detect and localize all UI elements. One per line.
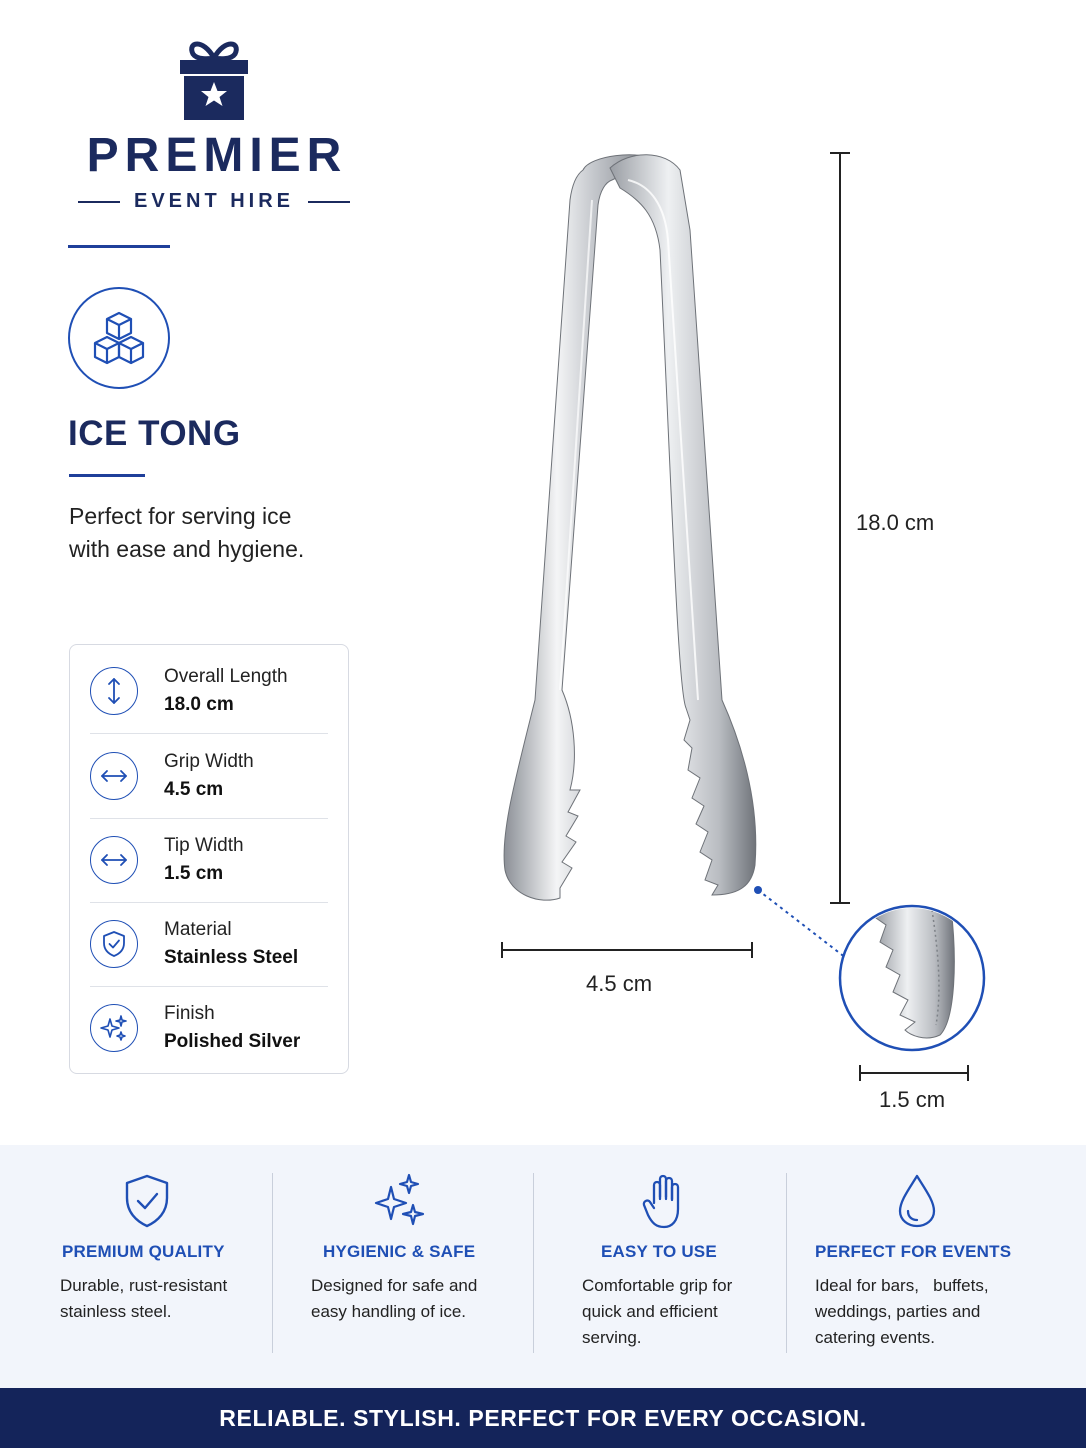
feature-title: HYGIENIC & SAFE	[323, 1242, 476, 1261]
feature-desc: Comfortable grip for quick and efficient serving.	[582, 1276, 733, 1347]
features-section	[0, 1145, 1086, 1388]
feature-desc: Ideal for bars, buffets, weddings, parties and catering events.	[815, 1276, 994, 1347]
feature-perfect-for-events	[815, 1145, 1030, 1388]
feature-hygienic-safe	[311, 1145, 511, 1388]
hand-icon	[642, 1173, 690, 1231]
divider	[272, 1173, 273, 1353]
brand-name: PREMIER	[86, 129, 348, 182]
spec-value: Stainless Steel	[164, 947, 299, 968]
feature-easy-to-use	[582, 1145, 762, 1388]
footer-banner	[0, 1388, 1086, 1448]
sparkle-icon	[371, 1173, 429, 1229]
feature-desc: Durable, rust-resistant stainless steel.	[60, 1276, 228, 1321]
footer-tagline: RELIABLE. STYLISH. PERFECT FOR EVERY OCCASION.	[219, 1404, 867, 1431]
feature-title: EASY TO USE	[601, 1242, 717, 1261]
tong-right-arm	[610, 155, 756, 895]
spec-label: Material	[164, 919, 232, 940]
product-description: Perfect for serving ice with ease and hygiene.	[69, 503, 305, 562]
grip-dimension	[502, 942, 752, 958]
spec-value: Polished Silver	[164, 1031, 301, 1052]
spec-label: Overall Length	[164, 666, 288, 687]
divider	[786, 1173, 787, 1353]
length-dimension	[830, 153, 850, 903]
callout-line	[758, 890, 846, 958]
feature-title: PERFECT FOR EVENTS	[815, 1242, 1012, 1261]
tip-dimension	[860, 1065, 968, 1081]
water-drop-icon	[897, 1173, 937, 1229]
feature-title: PREMIUM QUALITY	[62, 1242, 225, 1261]
feature-premium-quality	[60, 1145, 260, 1388]
shield-check-icon	[123, 1173, 171, 1229]
spec-value: 18.0 cm	[164, 694, 234, 715]
grip-label: 4.5 cm	[586, 971, 653, 996]
feature-desc: Designed for safe and easy handling of ice.	[311, 1276, 478, 1321]
spec-label: Finish	[164, 1003, 215, 1024]
spec-value: 1.5 cm	[164, 863, 224, 884]
spec-value: 4.5 cm	[164, 779, 224, 800]
tong-left-arm	[504, 155, 655, 900]
tip-label: 1.5 cm	[879, 1087, 946, 1112]
spec-label: Tip Width	[164, 835, 244, 856]
length-label: 18.0 cm	[856, 510, 935, 535]
divider	[533, 1173, 534, 1353]
brand-subtitle: EVENT HIRE	[133, 190, 295, 212]
product-title: ICE TONG	[68, 414, 241, 453]
spec-label: Grip Width	[164, 751, 254, 772]
